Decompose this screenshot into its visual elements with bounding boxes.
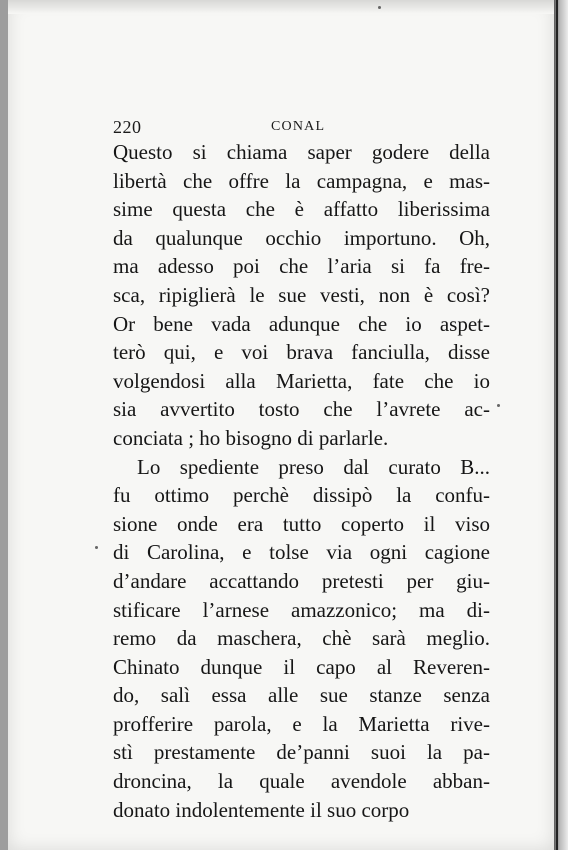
page-top-edge [8, 0, 554, 14]
text-line: da qualunque occhio importuno. Oh, [113, 225, 490, 250]
text-line: Questo si chiama saper godere della [113, 140, 490, 164]
page-number: 220 [113, 117, 142, 137]
text-line: droncina, la quale avendole abban- [113, 769, 490, 794]
paper-speck [95, 546, 98, 549]
text-line: Chinato dunque il capo al Reveren- [113, 654, 490, 679]
text-line: Or bene vada adunque che io aspet- [113, 311, 490, 336]
text-line: volgendosi alla Marietta, fate che io [113, 368, 490, 393]
page-header [113, 116, 488, 138]
text-line: ma adesso poi che l’aria si fa fre- [113, 254, 490, 279]
text-line: libertà che offre la campagna, e mas- [113, 168, 490, 193]
text-line: di Carolina, e tolse via ogni cagione [113, 540, 490, 565]
text-line: remo da maschera, chè sarà meglio. [113, 626, 490, 651]
text-line: sime questa che è affatto liberissima [113, 197, 490, 222]
text-line: terò qui, e voi brava fanciulla, disse [113, 340, 490, 365]
text-line: stificare l’arnese amazzonico; ma di- [113, 597, 490, 622]
text-line: sca, ripiglierà le sue vesti, non è così? [113, 282, 490, 307]
text-line: sione onde era tutto coperto il viso [113, 511, 490, 536]
text-line: conciata ; ho bisogno di parlarle. [113, 425, 389, 450]
text-line: do, salì essa alle sue stanze senza [113, 683, 490, 708]
page-edge-line [556, 0, 558, 850]
text-line: stì prestamente de’panni suoi la pa- [113, 740, 490, 765]
text-line: fu ottimo perchè dissipò la confu- [113, 483, 490, 508]
text-line: Lo spediente preso dal curato B... [137, 454, 490, 479]
text-line: d’andare accattando pretesti per giu- [113, 568, 490, 593]
paragraph-1 [113, 138, 490, 453]
text-line: profferire parola, e la Marietta rive- [113, 711, 490, 736]
text-line: sia avvertito tosto che l’avrete ac- [113, 397, 490, 422]
text-line: donato indolentemente il suo corpo [113, 797, 410, 822]
paper-speck [378, 6, 381, 9]
paper-speck [497, 404, 500, 407]
paragraph-2 [113, 453, 490, 825]
body-text [113, 138, 490, 824]
running-head: CONAL [271, 119, 326, 134]
